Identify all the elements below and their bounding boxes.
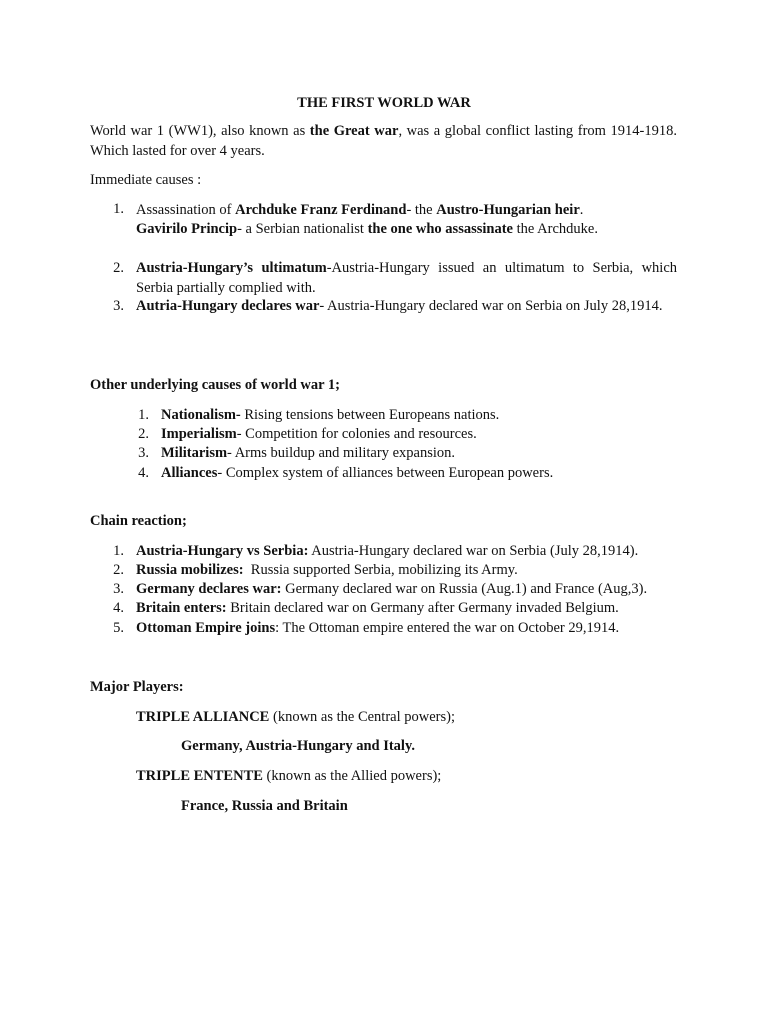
triple-entente-members: France, Russia and Britain: [181, 798, 348, 814]
triple-alliance-line: TRIPLE ALLIANCE (known as the Central powers);: [136, 709, 455, 725]
major-players-heading: Major Players:: [90, 679, 184, 695]
intro-paragraph: World war 1 (WW1), also known as the Great war, was a global conflict lasting from 1914-1918. Which lasted for over 4 years.: [90, 123, 677, 159]
document-title: THE FIRST WORLD WAR: [297, 95, 471, 111]
chain-reaction-heading: Chain reaction;: [90, 513, 187, 529]
immediate-causes-heading: Immediate causes :: [90, 172, 202, 188]
document-page: THE FIRST WORLD WAR World war 1 (WW1), also known as the Great war, was a global conflict lasting from 1914-1918. Which lasted for over 4 years. Immediate causes : 1. Assassination of Archduke Franz Ferdinand- the Austro-Hungarian heir. Gavirilo Princip- a Serbian nationalist the one who assassinate the Archduke. 2. Austria-Hungary’s ultimatum-Austria-Hungary issued an ultimatum to Serbia, which Serbia partially complied with. 3. Autria-Hungary declares war- Austria-Hungary declared war on Serbia on July 28,1914. Other underlying causes of world war 1; 1. Nationalism- Rising tensions between Europeans nations. 2. Imperialism- Competition for colonies and resources. 3. Militarism- Arms buildup and military expansion. 4. Alliances- Complex system of alliances between European powers. Chain reaction; 1. Austria-Hungary vs Serbia: Austria-Hungary declared war on Serbia (July 28,1914). 2. Russia mobilizes: Russia supported Serbia, mobilizing its Army. 3. Germany declares war: Germany declared war on Russia (Aug.1) and France (Aug,3). 4. Britain enters: Britain declared war on Germany after Germany invaded Belgium. 5. Ottoman Empire joins: The Ottoman empire entered the war on October 29,1914. Major Players: TRIPLE ALLIANCE (known as the Central powers); Germany, Austria-Hungary and Italy. TRIPLE ENTENTE (known as the Allied powers); France, Russia and Britain: [0, 0, 768, 1024]
triple-entente-line: TRIPLE ENTENTE (known as the Allied powers);: [136, 768, 442, 784]
triple-alliance-members: Germany, Austria-Hungary and Italy.: [181, 738, 416, 754]
underlying-causes-heading: Other underlying causes of world war 1;: [90, 377, 340, 393]
